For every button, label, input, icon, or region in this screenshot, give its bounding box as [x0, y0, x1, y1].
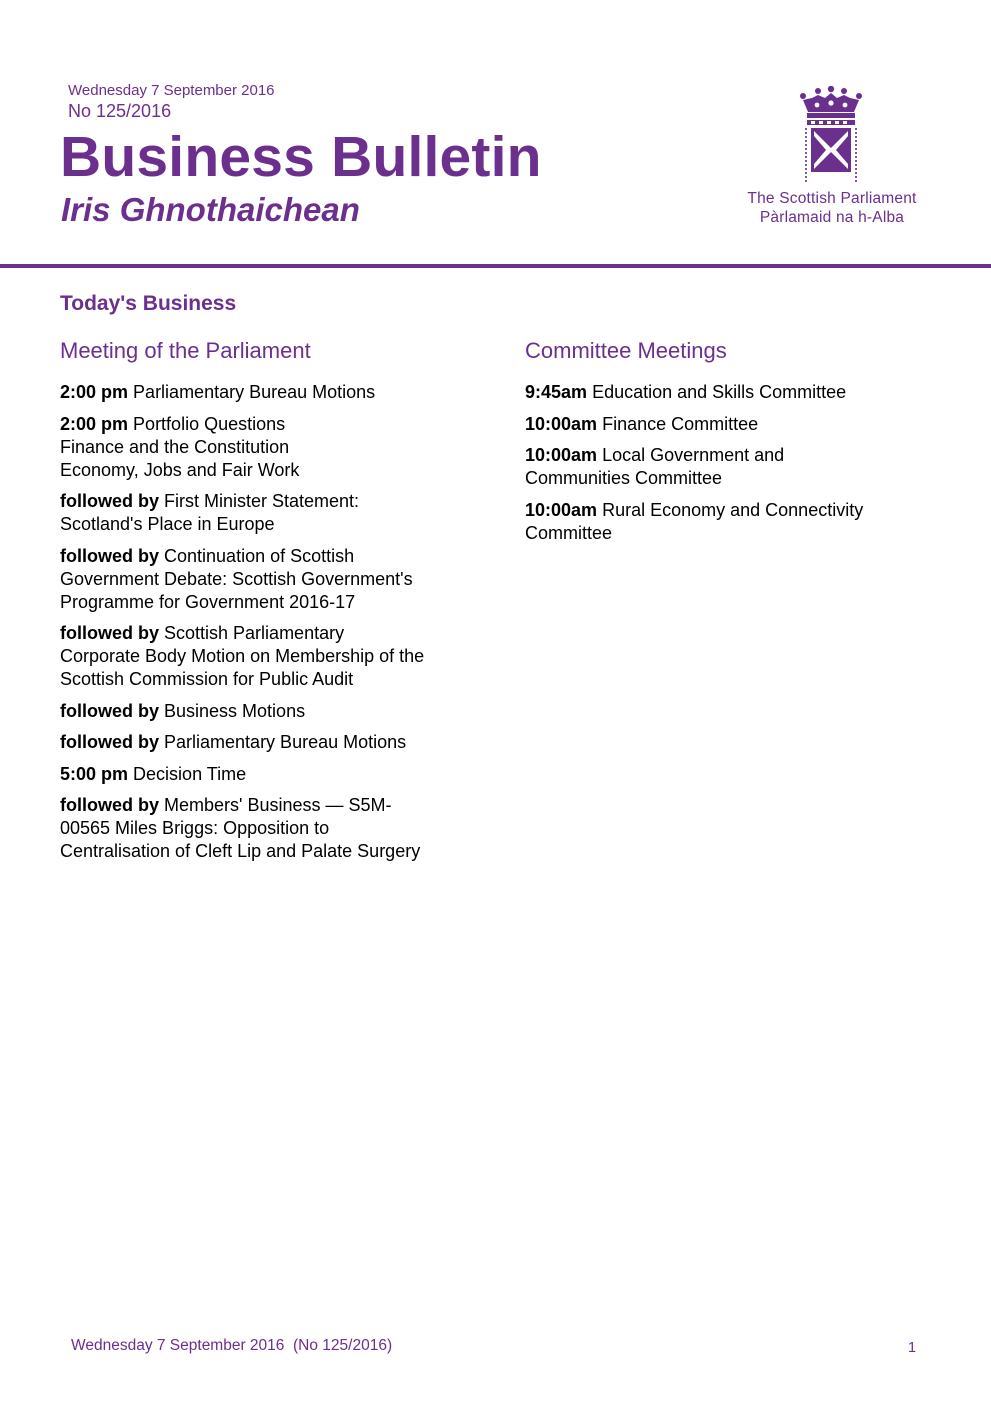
- agenda-item-line: [60, 840, 480, 863]
- agenda-item-line: [525, 467, 925, 490]
- agenda-item-line: [525, 444, 925, 467]
- agenda-item: [60, 490, 480, 536]
- agenda-item-text: Members' Business — S5M-: [164, 795, 392, 815]
- meeting-of-parliament-heading: Meeting of the Parliament: [60, 338, 311, 363]
- agenda-item-text: Economy, Jobs and Fair Work: [60, 459, 300, 480]
- agenda-item: [60, 545, 480, 614]
- agenda-item-line: [60, 545, 480, 568]
- agenda-item: [525, 499, 925, 545]
- crown-saltire-emblem-icon: [798, 86, 864, 186]
- agenda-item-line: [60, 513, 480, 536]
- agenda-item-time: 2:00 pm: [60, 382, 129, 402]
- agenda-item-time: followed by: [60, 700, 159, 721]
- bulletin-issue-number: No 125/2016: [68, 101, 172, 121]
- agenda-item: [60, 794, 480, 863]
- agenda-item-text: Centralisation of Cleft Lip and Palate Surgery: [60, 841, 421, 861]
- agenda-item-line: [60, 591, 480, 614]
- agenda-item: [525, 413, 925, 436]
- agenda-item-line: [525, 381, 925, 404]
- agenda-item: [60, 622, 480, 691]
- agenda-item: [525, 381, 925, 404]
- agenda-item-line: [60, 794, 480, 817]
- agenda-item-line: [60, 700, 480, 723]
- footer-date-issue: Wednesday 7 September 2016 (No 125/2016): [71, 1337, 393, 1354]
- page-title: Business Bulletin: [60, 125, 542, 189]
- agenda-item-time: followed by: [60, 545, 159, 566]
- agenda-item-line: [60, 763, 480, 786]
- agenda-item-text: Scottish Parliamentary: [164, 623, 345, 643]
- agenda-item-line: [60, 381, 480, 404]
- agenda-item-text: Scottish Commission for Public Audit: [60, 669, 354, 689]
- agenda-item-time: followed by: [60, 623, 159, 643]
- agenda-item-line: [60, 490, 480, 513]
- page-subtitle: Iris Ghnothaichean: [61, 191, 360, 228]
- agenda-item-time: 10:00am: [525, 445, 598, 465]
- agenda-item-text: Programme for Government 2016-17: [60, 591, 356, 612]
- agenda-item-line: [525, 522, 925, 545]
- agenda-item-time: followed by: [60, 491, 159, 511]
- agenda-item-text: Government Debate: Scottish Government's: [60, 568, 413, 589]
- agenda-item-time: followed by: [60, 732, 159, 752]
- agenda-item-text: Communities Committee: [525, 468, 723, 488]
- bulletin-date: Wednesday 7 September 2016: [68, 82, 275, 99]
- agenda-item-text: First Minister Statement:: [164, 491, 360, 511]
- agenda-item-line: [60, 436, 480, 459]
- agenda-item-text: Parliamentary Bureau Motions: [164, 732, 407, 752]
- agenda-item-text: Corporate Body Motion on Membership of the: [60, 646, 425, 666]
- scottish-parliament-logo: [742, 86, 922, 236]
- agenda-item: [60, 731, 480, 754]
- agenda-item-text: Local Government and: [602, 445, 785, 465]
- committee-meetings-list: [525, 381, 925, 553]
- agenda-item-line: [60, 817, 480, 840]
- agenda-item: [525, 444, 925, 490]
- agenda-item-time: followed by: [60, 795, 159, 815]
- agenda-item-time: 2:00 pm: [60, 413, 129, 434]
- agenda-item-text: Finance and the Constitution: [60, 436, 290, 457]
- agenda-item: [60, 381, 480, 404]
- agenda-item-text: Education and Skills Committee: [592, 382, 847, 402]
- agenda-item-time: 9:45am: [525, 382, 588, 402]
- agenda-item-text: Continuation of Scottish: [164, 545, 355, 566]
- agenda-item-line: [60, 459, 480, 482]
- agenda-item-text: Business Motions: [164, 700, 306, 721]
- agenda-item-text: Finance Committee: [602, 413, 759, 434]
- logo-text-english: The Scottish Parliament: [747, 190, 917, 207]
- agenda-item-line: [60, 568, 480, 591]
- header-divider: [0, 264, 991, 268]
- agenda-item-time: 10:00am: [525, 499, 598, 520]
- agenda-item-line: [525, 413, 925, 436]
- page-number: 1: [908, 1340, 917, 1356]
- agenda-item-text: Decision Time: [133, 763, 247, 784]
- agenda-item-text: Rural Economy and Connectivity: [602, 499, 864, 520]
- logo-text-gaelic: Pàrlamaid na h-Alba: [759, 209, 905, 226]
- agenda-item: [60, 700, 480, 723]
- agenda-item-line: [60, 622, 480, 645]
- agenda-item-text: Parliamentary Bureau Motions: [133, 382, 376, 402]
- section-title: Today's Business: [60, 292, 237, 315]
- agenda-item-line: [60, 645, 480, 668]
- agenda-item-line: [60, 731, 480, 754]
- agenda-item-time: 5:00 pm: [60, 763, 129, 784]
- agenda-item-text: Portfolio Questions: [133, 413, 286, 434]
- parliament-business-list: [60, 381, 480, 872]
- agenda-item: [60, 413, 480, 482]
- agenda-item-line: [60, 668, 480, 691]
- agenda-item-text: 00565 Miles Briggs: Opposition to: [60, 818, 330, 838]
- agenda-item-text: Committee: [525, 522, 613, 543]
- agenda-item-line: [525, 499, 925, 522]
- agenda-item: [60, 763, 480, 786]
- agenda-item-text: Scotland's Place in Europe: [60, 514, 275, 534]
- committee-meetings-heading: Committee Meetings: [525, 338, 727, 363]
- agenda-item-line: [60, 413, 480, 436]
- agenda-item-time: 10:00am: [525, 413, 598, 434]
